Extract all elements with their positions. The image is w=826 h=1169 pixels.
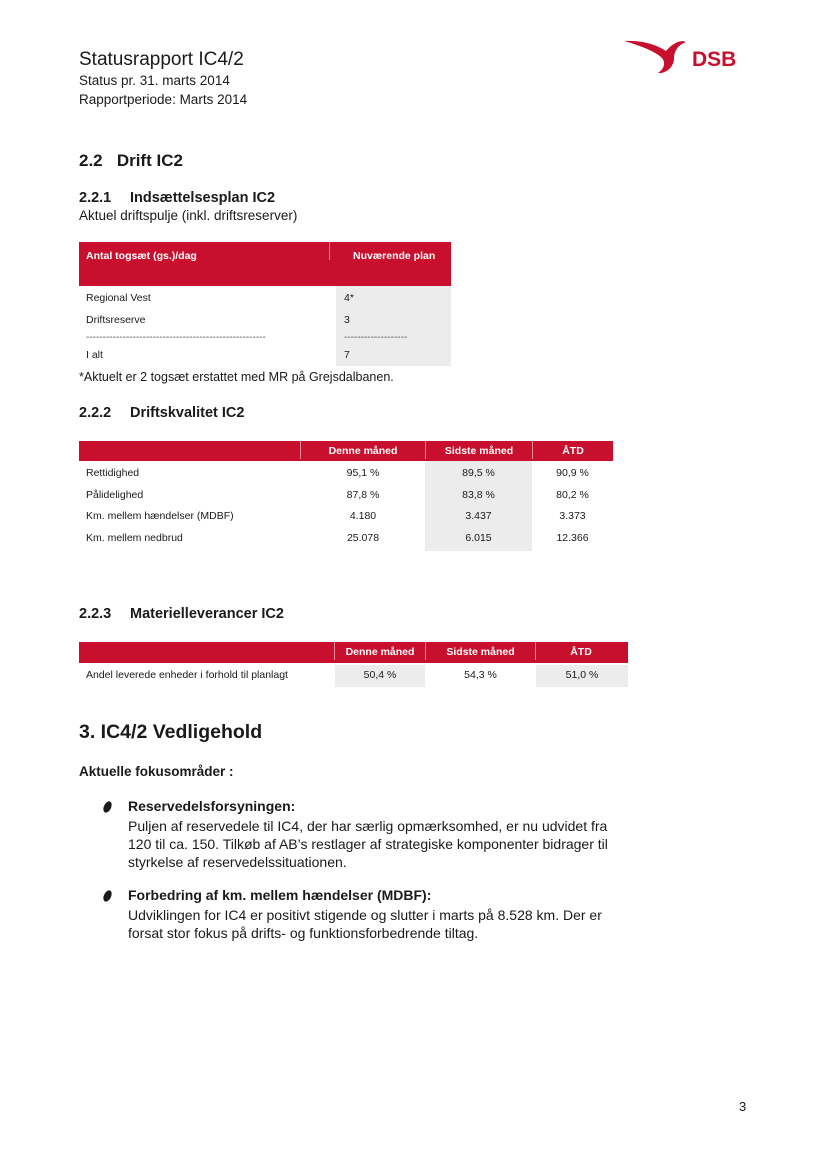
bullet-title: Forbedring af km. mellem hændelser (MDBF):: [128, 887, 432, 903]
section-heading-2-2-1: [79, 190, 275, 206]
section-title: Materielleverancer IC2: [130, 606, 284, 622]
table-cell: 87,8 %: [346, 489, 380, 501]
table-cell: 4*: [344, 292, 354, 304]
table-cell: 3.373: [559, 510, 586, 522]
table-row-label: Regional Vest: [86, 292, 151, 304]
section-title: Drift IC2: [116, 151, 183, 170]
section-number: 2.2.1: [79, 190, 112, 206]
dsb-logo: [622, 36, 752, 78]
table-separator: -------------------: [344, 332, 408, 343]
column-header: Sidste måned: [444, 445, 514, 457]
footnote: *Aktuelt er 2 togsæt erstattet med MR på Grejsdalbanen.: [79, 370, 394, 384]
delivery-table-header: [79, 642, 628, 663]
report-period: Rapportperiode: Marts 2014: [79, 92, 248, 107]
table-separator: ------------------------------------------------------: [86, 332, 266, 343]
focus-areas-label: Aktuelle fokusområder :: [79, 764, 234, 779]
quality-table-header: [79, 441, 613, 461]
section-subtitle: Aktuel driftspulje (inkl. driftsreserver): [79, 208, 298, 223]
table-cell: 89,5 %: [462, 467, 495, 479]
report-title: Statusrapport IC4/2: [79, 49, 244, 70]
section-number: 2.2.2: [79, 405, 112, 421]
table-cell: 54,3 %: [464, 669, 497, 681]
table-row-label: Rettidighed: [86, 467, 140, 479]
bullet-icon: [102, 889, 113, 903]
section-heading-2-2-2: [79, 405, 244, 421]
table-cell: 90,9 %: [556, 467, 589, 479]
logo-text: DSB: [692, 48, 737, 71]
table-cell: 95,1 %: [346, 467, 380, 479]
table-cell: 3.437: [465, 510, 492, 522]
column-header: Sidste måned: [446, 646, 515, 658]
bullet-text: Puljen af reservedele til IC4, der har særlig opmærksomhed, er nu udvidet fra 120 til ca. 150. Tilkøb af AB’s restlager af strategiske komponenter bidrager til styrkelse af reservedelssituationen.: [128, 818, 608, 870]
bullet-title: Reservedelsforsyningen:: [128, 798, 296, 814]
section-heading-2-2-3: [79, 606, 284, 622]
table-cell: 51,0 %: [565, 669, 599, 681]
table-cell: 80,2 %: [556, 489, 589, 501]
table-row-label: I alt: [86, 349, 103, 361]
column-header: Denne måned: [345, 646, 415, 658]
report-status-date: Status pr. 31. marts 2014: [79, 73, 230, 88]
table-cell: 50,4 %: [363, 669, 397, 681]
table-row-label: Driftsreserve: [86, 314, 146, 326]
table-row-label: Pålidelighed: [86, 489, 144, 501]
table-cell: 83,8 %: [462, 489, 495, 501]
column-header: Denne måned: [328, 445, 398, 457]
table-row-label: Km. mellem hændelser (MDBF): [86, 510, 234, 522]
section-title: Indsættelsesplan IC2: [130, 190, 276, 206]
table-cell: 6.015: [465, 532, 492, 544]
table-cell: 7: [344, 349, 350, 361]
page-number: 3: [739, 1099, 747, 1114]
column-header: ÅTD: [570, 646, 592, 658]
section-number: 2.2: [79, 151, 103, 170]
table-row-label: Km. mellem nedbrud: [86, 532, 183, 544]
table-cell: 25.078: [346, 532, 380, 544]
column-header: Antal togsæt (gs.)/dag: [86, 250, 197, 262]
deployment-table-header: [79, 242, 451, 286]
column-header: Nuværende plan: [353, 250, 436, 262]
table-row-label: Andel leverede enheder i forhold til planlagt: [86, 669, 288, 681]
table-cell: 3: [344, 314, 350, 326]
column-header: ÅTD: [562, 445, 584, 457]
table-cell: 4.180: [349, 510, 377, 522]
table-cell: 12.366: [556, 532, 589, 544]
section-heading-3: 3. IC4/2 Vedligehold: [79, 721, 263, 743]
bullet-icon: [102, 800, 113, 814]
section-heading-2-2: [79, 151, 183, 171]
bullet-text: Udviklingen for IC4 er positivt stigende og slutter i marts på 8.528 km. Der er forsat stor fokus på drifts- og funktionsforbedrende tiltag.: [128, 907, 602, 941]
section-number: 2.2.3: [79, 606, 112, 622]
section-title: Driftskvalitet IC2: [130, 405, 245, 421]
